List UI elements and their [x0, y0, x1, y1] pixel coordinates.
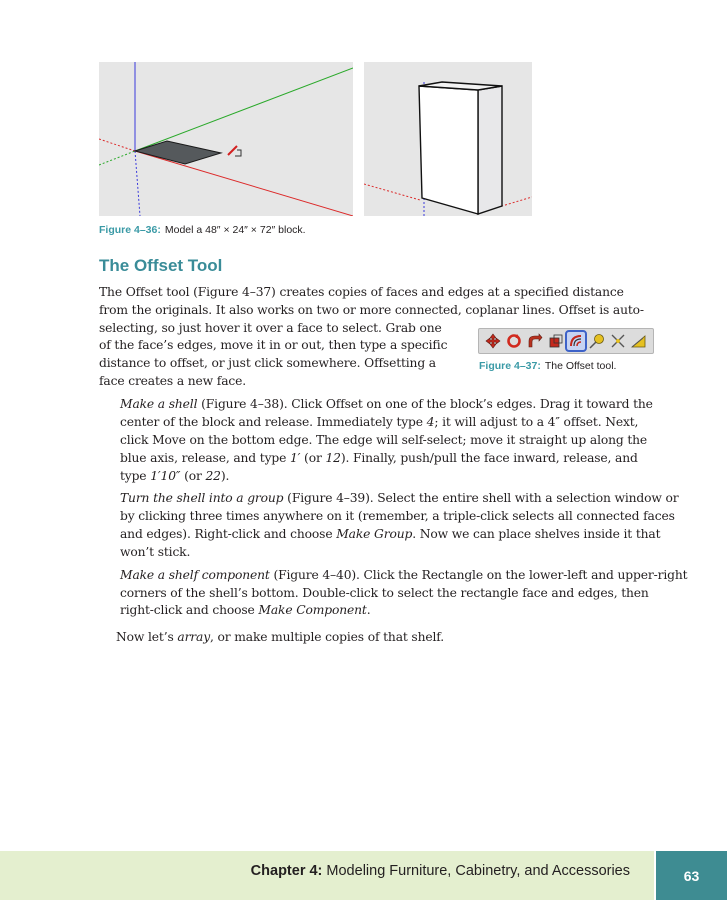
caption-label: Figure 4–36:	[99, 224, 161, 236]
step-lead: Turn the shell into a group	[120, 491, 284, 505]
block-illustration	[364, 62, 532, 216]
dimension-icon[interactable]	[609, 332, 627, 350]
intro-line: selecting, so just hover it over a face to select. Grab one	[99, 321, 442, 335]
step-shell-line: Make a shell (Figure 4–38). Click Offset on one of the block’s edges. Drag it toward the	[120, 397, 653, 411]
step-shell-line: type 1′10″ (or 22).	[120, 469, 230, 483]
step-lead: Make a shell	[120, 397, 198, 411]
step-shell-line: center of the block and release. Immediately type 4; it will adjust to a 4″ offset. Next,	[120, 415, 639, 429]
step-component-line: Make a shelf component (Figure 4–40). Click the Rectangle on the lower-left and upper-right	[120, 568, 688, 582]
step-group-line: Turn the shell into a group (Figure 4–39). Select the entire shell with a selection window or	[120, 491, 679, 505]
offset-icon[interactable]	[567, 332, 585, 350]
protractor-icon[interactable]	[630, 332, 648, 350]
intro-line: from the originals. It also works on two or more connected, coplanar lines. Offset is auto-	[99, 303, 644, 317]
intro-line: of the face’s edges, move it in or out, then type a specific	[99, 338, 448, 352]
step-shell-line: click Move on the bottom edge. The edge will self-select; move it straight up along the	[120, 433, 648, 447]
step-component-line: right-click and choose Make Component.	[120, 603, 371, 617]
figure-4-37-caption	[479, 360, 616, 372]
step-lead: Make a shelf component	[120, 568, 270, 582]
caption-text: The Offset tool.	[544, 360, 617, 372]
scale-icon[interactable]	[547, 332, 565, 350]
chapter-title: Chapter 4: Modeling Furniture, Cabinetry, and Accessories	[250, 863, 630, 879]
intro-line: distance to offset, or just click somewhere. Offsetting a	[99, 356, 436, 370]
figure-4-36-left-panel	[99, 62, 353, 216]
section-title: The Offset Tool	[99, 256, 223, 275]
figure-4-36-right-panel	[364, 62, 532, 216]
push-pull-icon[interactable]	[526, 332, 544, 350]
step-shell-line: blue axis, release, and type 1′ (or 12). Finally, push/pull the face inward, release, and	[120, 451, 638, 465]
page-number: 63	[683, 867, 700, 884]
tape-measure-icon[interactable]	[588, 332, 606, 350]
closing-line: Now let’s array, or make multiple copies of that shelf.	[116, 630, 444, 644]
intro-line: face creates a new face.	[99, 374, 246, 388]
flat-rectangle-illustration	[99, 62, 353, 216]
caption-text: Model a 48″ × 24″ × 72″ block.	[164, 224, 306, 236]
intro-line: The Offset tool (Figure 4–37) creates copies of faces and edges at a specified distance	[99, 285, 624, 299]
footer-band	[0, 851, 654, 900]
edit-toolbar	[478, 328, 654, 354]
rotate-icon[interactable]	[505, 332, 523, 350]
figure-4-36-caption	[99, 224, 306, 236]
move-icon[interactable]	[484, 332, 502, 350]
step-group-line: by clicking three times anywhere on it (remember, a triple-click selects all connected faces	[120, 509, 675, 523]
step-component-line: corners of the shell’s bottom. Double-click to select the rectangle face and edges, then	[120, 586, 649, 600]
caption-label: Figure 4–37:	[479, 360, 541, 372]
step-group-line: and edges). Right-click and choose Make Group. Now we can place shelves inside it that	[120, 527, 661, 541]
page-number-box	[656, 851, 727, 900]
step-group-line: won’t stick.	[120, 545, 191, 559]
